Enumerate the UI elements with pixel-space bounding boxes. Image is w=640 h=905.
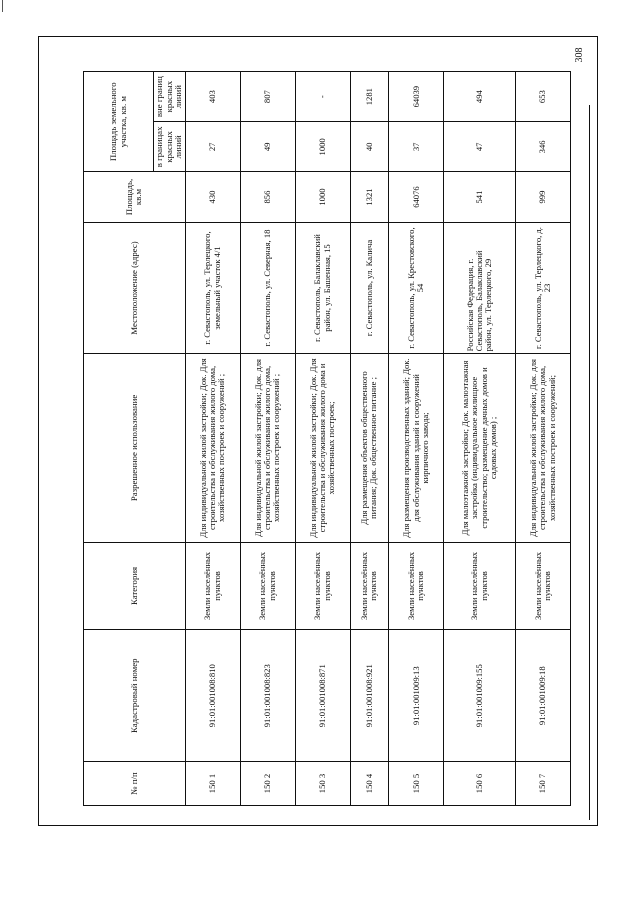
table-header-row (84, 72, 154, 806)
header-area: Площадь, кв.м (84, 172, 186, 222)
cell-area: 541 (444, 172, 516, 222)
cell-use: Для размещения производственных зданий; Док. для обслуживания зданий и сооружений кирпичного завода; (389, 354, 444, 542)
cell-area: 856 (240, 172, 295, 222)
table-row (389, 72, 444, 806)
cell-address: г. Севастополь, Балаклавский район, ул. Башенная, 15 (295, 222, 350, 354)
cell-within: 40 (350, 122, 388, 172)
cell-address: г. Севастополь, ул. Терлецкого, д. 23 (515, 222, 570, 354)
page-number: 308 (574, 47, 585, 63)
table-row (515, 72, 570, 806)
cell-num: 150 1 (185, 762, 240, 806)
cell-category: Земли населённых пунктов (240, 542, 295, 630)
cell-area: 1000 (295, 172, 350, 222)
cell-outside: 494 (444, 72, 516, 122)
cell-num: 150 7 (515, 762, 570, 806)
cell-within: 1000 (295, 122, 350, 172)
cell-use: Для индивидуальной жилой застройки; Док. Для строительства и обслуживания жилого дома, хозяйственных построек и сооружений ; (185, 354, 240, 542)
cell-cadastral: 91:01:001009:155 (444, 630, 516, 762)
header-address: Местоположение (адрес) (84, 222, 186, 354)
table-row (240, 72, 295, 806)
cell-use: Для индивидуальной жилой застройки; Док. Для строительства и обслуживания жилого дома и хозяйственных построек; (295, 354, 350, 542)
cell-category: Земли населённых пунктов (444, 542, 516, 630)
cell-outside: 403 (185, 72, 240, 122)
table-row (185, 72, 240, 806)
header-plot-area: Площадь земельного участка, кв. м (84, 72, 154, 172)
table-row (444, 72, 516, 806)
cell-address: г. Севастополь, ул. Терлецкого, земельный участок 4/1 (185, 222, 240, 354)
cell-cadastral: 91:01:001009:18 (515, 630, 570, 762)
cell-within: 27 (185, 122, 240, 172)
header-num: № п/п (84, 762, 186, 806)
cell-category: Земли населённых пунктов (389, 542, 444, 630)
cell-use: Для размещения объектов общественного питания; Док. общественное питание ; (350, 354, 388, 542)
cell-address: Российская Федерация, г. Севастополь, Балаклавский район, ул. Терлецкого, 29 (444, 222, 516, 354)
table-row (295, 72, 350, 806)
cell-use: Для индивидуальной жилой застройки; Док. для строительства и обслуживания жилого дома, хозяйственных построек и сооружений; (515, 354, 570, 542)
cell-use: Для малоэтажной застройки; Док. малоэтажная застройка (индивидуальное жилищное строительство; размещение дачных домов и садовых домов) ; (444, 354, 516, 542)
cell-area: 430 (185, 172, 240, 222)
header-within: в границах красных линий (154, 122, 186, 172)
cell-address: г. Севастополь, ул. Северная, 18 (240, 222, 295, 354)
cell-outside: 807 (240, 72, 295, 122)
cell-category: Земли населённых пунктов (515, 542, 570, 630)
cell-cadastral: 91:01:001008:823 (240, 630, 295, 762)
header-use: Разрешенное использование (84, 354, 186, 542)
cell-within: 47 (444, 122, 516, 172)
cell-num: 150 5 (389, 762, 444, 806)
cell-within: 37 (389, 122, 444, 172)
cell-address: г. Севастополь, ул. Крестовского, 54 (389, 222, 444, 354)
header-outside: вне границ красных линий (154, 72, 186, 122)
cell-num: 150 2 (240, 762, 295, 806)
cell-area: 999 (515, 172, 570, 222)
header-cadastral: Кадастровый номер (84, 630, 186, 762)
land-plots-table (83, 71, 571, 806)
header-category: Категория (84, 542, 186, 630)
cell-num: 150 3 (295, 762, 350, 806)
footer-rule (589, 105, 590, 820)
cell-area: 64076 (389, 172, 444, 222)
rotated-table-container (83, 71, 571, 806)
cell-category: Земли населённых пунктов (295, 542, 350, 630)
cell-address: г. Севастополь, ул. Калича (350, 222, 388, 354)
cell-use: Для индивидуальной жилой застройки; Док. для строительства и обслуживания жилого дома, хозяйственных построек и сооружений ; (240, 354, 295, 542)
cell-outside: 1281 (350, 72, 388, 122)
cell-outside: 653 (515, 72, 570, 122)
table-row (350, 72, 388, 806)
cell-within: 346 (515, 122, 570, 172)
cell-cadastral: 91:01:001008:871 (295, 630, 350, 762)
cell-cadastral: 91:01:001008:810 (185, 630, 240, 762)
cell-within: 49 (240, 122, 295, 172)
cell-cadastral: 91:01:001009:13 (389, 630, 444, 762)
cell-outside: - (295, 72, 350, 122)
scan-edge-mark (2, 0, 3, 12)
cell-category: Земли населённых пунктов (350, 542, 388, 630)
cell-num: 150 6 (444, 762, 516, 806)
cell-category: Земли населённых пунктов (185, 542, 240, 630)
cell-cadastral: 91:01:001008:921 (350, 630, 388, 762)
cell-outside: 64039 (389, 72, 444, 122)
cell-num: 150 4 (350, 762, 388, 806)
cell-area: 1321 (350, 172, 388, 222)
